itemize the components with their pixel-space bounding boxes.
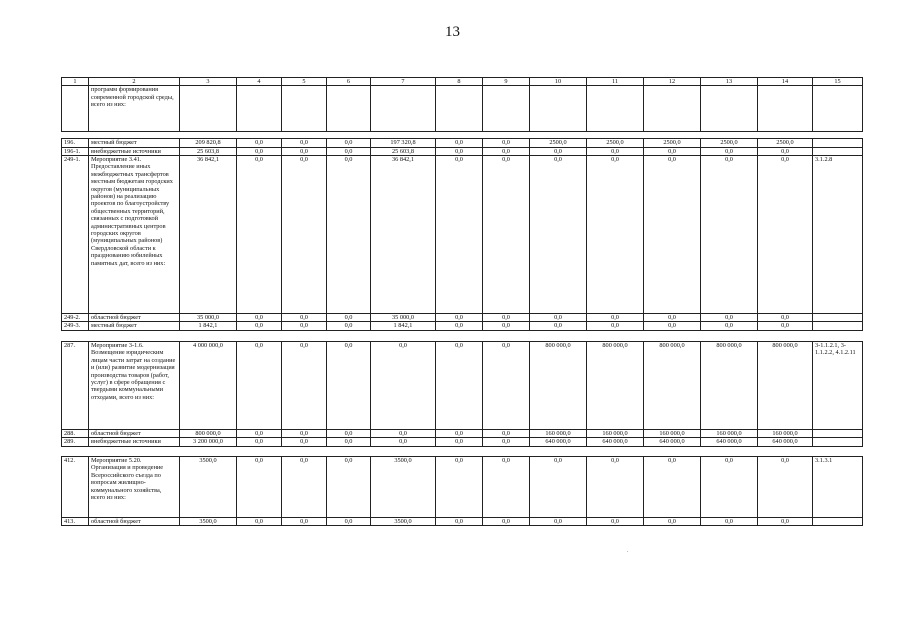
value-cell: 0,0 (327, 147, 371, 155)
value-cell: 0,0 (530, 457, 587, 518)
value-cell: 0,0 (758, 518, 813, 526)
value-cell (644, 86, 701, 132)
header-cell: 3 (180, 78, 237, 86)
row-number-cell: 289. (62, 438, 89, 446)
value-cell: 0,0 (282, 518, 327, 526)
value-cell: 0,0 (701, 518, 758, 526)
row-number-cell (62, 86, 89, 132)
value-cell: 3500,0 (180, 518, 237, 526)
header-cell: 6 (327, 78, 371, 86)
table-row (62, 457, 863, 518)
value-cell: 2500,0 (530, 139, 587, 147)
value-cell: 800 000,0 (180, 430, 237, 438)
value-cell: 35 000,0 (180, 314, 237, 322)
value-cell (701, 86, 758, 132)
row-description-cell: областной бюджет (89, 518, 180, 526)
value-cell: 0,0 (327, 518, 371, 526)
row-number-cell: 249-3. (62, 322, 89, 330)
value-cell: 0,0 (758, 147, 813, 155)
value-cell (180, 86, 237, 132)
table-row (62, 430, 863, 438)
value-cell: 0,0 (758, 314, 813, 322)
value-cell: 0,0 (327, 457, 371, 518)
row-number-cell: 288. (62, 430, 89, 438)
value-cell: 0,0 (237, 156, 282, 314)
header-cell: 15 (813, 78, 863, 86)
header-cell: 12 (644, 78, 701, 86)
value-cell: 0,0 (483, 139, 530, 147)
value-cell: 0,0 (483, 322, 530, 330)
table-block-249 (61, 155, 863, 331)
value-cell: 25 603,8 (180, 147, 237, 155)
row-description-cell: местный бюджет (89, 322, 180, 330)
value-cell: 2500,0 (758, 139, 813, 147)
table-block-287 (61, 341, 863, 447)
value-cell: 160 000,0 (530, 430, 587, 438)
value-cell: 640 000,0 (587, 438, 644, 446)
value-cell: 0,0 (587, 314, 644, 322)
value-cell (237, 86, 282, 132)
value-cell: 0,0 (483, 457, 530, 518)
value-cell (282, 86, 327, 132)
row-description-cell: областной бюджет (89, 314, 180, 322)
target-code-cell (813, 139, 863, 147)
value-cell: 0,0 (371, 430, 436, 438)
value-cell: 0,0 (701, 322, 758, 330)
value-cell: 0,0 (282, 457, 327, 518)
target-code-cell (813, 314, 863, 322)
header-row (62, 78, 863, 86)
value-cell: 0,0 (530, 314, 587, 322)
value-cell: 0,0 (644, 457, 701, 518)
value-cell: 197 320,8 (371, 139, 436, 147)
value-cell: 0,0 (327, 322, 371, 330)
value-cell: 0,0 (587, 457, 644, 518)
value-cell: 0,0 (436, 139, 483, 147)
value-cell: 1 842,1 (180, 322, 237, 330)
stray-mark: . (627, 548, 629, 554)
header-cell: 5 (282, 78, 327, 86)
value-cell: 0,0 (237, 438, 282, 446)
value-cell: 3 200 000,0 (180, 438, 237, 446)
value-cell: 640 000,0 (758, 438, 813, 446)
value-cell: 0,0 (327, 314, 371, 322)
row-description-cell: программ формирования современной городской среды, всего из них: (89, 86, 180, 132)
header-cell: 4 (237, 78, 282, 86)
header-cell: 1 (62, 78, 89, 86)
target-code-cell (813, 322, 863, 330)
row-number-cell: 249-1. (62, 156, 89, 314)
value-cell: 2500,0 (644, 139, 701, 147)
page-number: 13 (445, 24, 460, 40)
value-cell: 2500,0 (587, 139, 644, 147)
value-cell: 800 000,0 (644, 342, 701, 430)
value-cell: 0,0 (282, 147, 327, 155)
value-cell: 36 842,1 (371, 156, 436, 314)
row-description-cell: местный бюджет (89, 139, 180, 147)
header-cell: 9 (483, 78, 530, 86)
value-cell: 800 000,0 (530, 342, 587, 430)
value-cell: 0,0 (371, 342, 436, 430)
value-cell: 0,0 (530, 518, 587, 526)
row-number-cell: 413. (62, 518, 89, 526)
value-cell: 800 000,0 (701, 342, 758, 430)
value-cell: 0,0 (282, 314, 327, 322)
value-cell: 0,0 (237, 342, 282, 430)
row-description-cell: внебюджетные источники (89, 438, 180, 446)
table-top (61, 77, 863, 156)
value-cell: 3500,0 (371, 518, 436, 526)
value-cell (758, 86, 813, 132)
value-cell: 640 000,0 (644, 438, 701, 446)
value-cell: 160 000,0 (701, 430, 758, 438)
value-cell: 0,0 (237, 314, 282, 322)
value-cell: 800 000,0 (758, 342, 813, 430)
value-cell: 0,0 (371, 438, 436, 446)
header-cell: 14 (758, 78, 813, 86)
value-cell: 0,0 (483, 156, 530, 314)
value-cell: 0,0 (327, 430, 371, 438)
value-cell: 0,0 (587, 518, 644, 526)
value-cell: 0,0 (237, 322, 282, 330)
value-cell: 0,0 (530, 156, 587, 314)
value-cell: 0,0 (701, 457, 758, 518)
value-cell: 0,0 (530, 322, 587, 330)
value-cell: 0,0 (483, 438, 530, 446)
value-cell (327, 86, 371, 132)
row-description-cell: Мероприятие 5.20. Организация и проведение Всероссийского съезда по вопросам жилищно-коммунального хозяйства, всего из них: (89, 457, 180, 518)
row-number-cell: 287. (62, 342, 89, 430)
row-description-cell: областной бюджет (89, 430, 180, 438)
value-cell: 1 842,1 (371, 322, 436, 330)
header-cell: 10 (530, 78, 587, 86)
value-cell: 0,0 (436, 156, 483, 314)
target-code-cell (813, 438, 863, 446)
value-cell: 0,0 (758, 457, 813, 518)
value-cell: 0,0 (282, 438, 327, 446)
row-description-cell: внебюджетные источники (89, 147, 180, 155)
value-cell (530, 86, 587, 132)
row-number-cell: 196-1. (62, 147, 89, 155)
value-cell: 0,0 (327, 156, 371, 314)
table-row (62, 86, 863, 132)
value-cell: 4 000 000,0 (180, 342, 237, 430)
table-row (62, 518, 863, 526)
value-cell: 0,0 (282, 430, 327, 438)
value-cell: 0,0 (436, 457, 483, 518)
value-cell: 160 000,0 (587, 430, 644, 438)
value-cell: 0,0 (436, 147, 483, 155)
value-cell: 0,0 (436, 430, 483, 438)
value-cell: 0,0 (436, 438, 483, 446)
value-cell: 0,0 (644, 156, 701, 314)
value-cell: 0,0 (701, 156, 758, 314)
value-cell: 0,0 (530, 147, 587, 155)
value-cell: 0,0 (758, 156, 813, 314)
value-cell: 3500,0 (371, 457, 436, 518)
value-cell: 0,0 (483, 430, 530, 438)
value-cell: 0,0 (237, 430, 282, 438)
value-cell: 0,0 (483, 314, 530, 322)
value-cell: 0,0 (587, 322, 644, 330)
value-cell: 0,0 (237, 139, 282, 147)
table-block-412 (61, 456, 863, 526)
table-row (62, 139, 863, 147)
value-cell: 209 820,8 (180, 139, 237, 147)
value-cell: 2500,0 (701, 139, 758, 147)
value-cell: 25 603,8 (371, 147, 436, 155)
value-cell: 0,0 (644, 314, 701, 322)
value-cell: 0,0 (327, 342, 371, 430)
row-number-cell: 196. (62, 139, 89, 147)
value-cell: 0,0 (587, 156, 644, 314)
value-cell: 0,0 (758, 322, 813, 330)
value-cell: 0,0 (436, 322, 483, 330)
value-cell: 3500,0 (180, 457, 237, 518)
header-cell: 11 (587, 78, 644, 86)
target-code-cell (813, 86, 863, 132)
value-cell: 0,0 (483, 147, 530, 155)
target-code-cell: 3.1.3.1 (813, 457, 863, 518)
value-cell: 0,0 (701, 314, 758, 322)
value-cell: 0,0 (237, 457, 282, 518)
table-row (62, 314, 863, 322)
value-cell: 0,0 (436, 518, 483, 526)
value-cell: 0,0 (237, 518, 282, 526)
value-cell: 640 000,0 (701, 438, 758, 446)
value-cell: 640 000,0 (530, 438, 587, 446)
table-gap (62, 132, 863, 139)
value-cell: 0,0 (282, 322, 327, 330)
value-cell: 0,0 (237, 147, 282, 155)
target-code-cell: 3.1.2.8 (813, 156, 863, 314)
table-row (62, 438, 863, 446)
value-cell: 800 000,0 (587, 342, 644, 430)
value-cell: 0,0 (644, 322, 701, 330)
value-cell (587, 86, 644, 132)
value-cell: 0,0 (282, 156, 327, 314)
value-cell: 35 000,0 (371, 314, 436, 322)
target-code-cell (813, 518, 863, 526)
table-row (62, 156, 863, 314)
value-cell: 0,0 (327, 139, 371, 147)
value-cell: 0,0 (436, 314, 483, 322)
value-cell: 36 842,1 (180, 156, 237, 314)
value-cell (483, 86, 530, 132)
value-cell: 0,0 (282, 342, 327, 430)
value-cell: 0,0 (483, 342, 530, 430)
value-cell (436, 86, 483, 132)
value-cell: 0,0 (587, 147, 644, 155)
value-cell: 0,0 (282, 139, 327, 147)
value-cell (371, 86, 436, 132)
value-cell: 0,0 (327, 438, 371, 446)
row-number-cell: 249-2. (62, 314, 89, 322)
target-code-cell (813, 430, 863, 438)
header-cell: 8 (436, 78, 483, 86)
table-row (62, 342, 863, 430)
value-cell: 160 000,0 (644, 430, 701, 438)
header-cell: 13 (701, 78, 758, 86)
table-row (62, 322, 863, 330)
value-cell: 0,0 (483, 518, 530, 526)
value-cell: 0,0 (644, 518, 701, 526)
row-number-cell: 412. (62, 457, 89, 518)
row-description-cell: Мероприятие 3-1.6. Возмещение юридическим лицам части затрат на создание и (или) развитие модернизация производства товаров (работ, услуг) в сфере обращения с твердыми коммунальными отходами, всего из них: (89, 342, 180, 430)
value-cell: 0,0 (436, 342, 483, 430)
value-cell: 160 000,0 (758, 430, 813, 438)
header-cell: 7 (371, 78, 436, 86)
value-cell: 0,0 (644, 147, 701, 155)
target-code-cell: 3-1.1.2.1, 3-1.1.2.2, 4.1.2.11 (813, 342, 863, 430)
value-cell: 0,0 (701, 147, 758, 155)
header-cell: 2 (89, 78, 180, 86)
row-description-cell: Мероприятие 3.41. Предоставление иных межбюджетных трансфертов местным бюджетам городских округов (муниципальных районов) на реализацию проектов по благоустройству общественных территорий, связанных с подготовкой административных центров городских округов (муниципальных районов) Свердловской области к празднованию юбилейных памятных дат, всего из них: (89, 156, 180, 314)
